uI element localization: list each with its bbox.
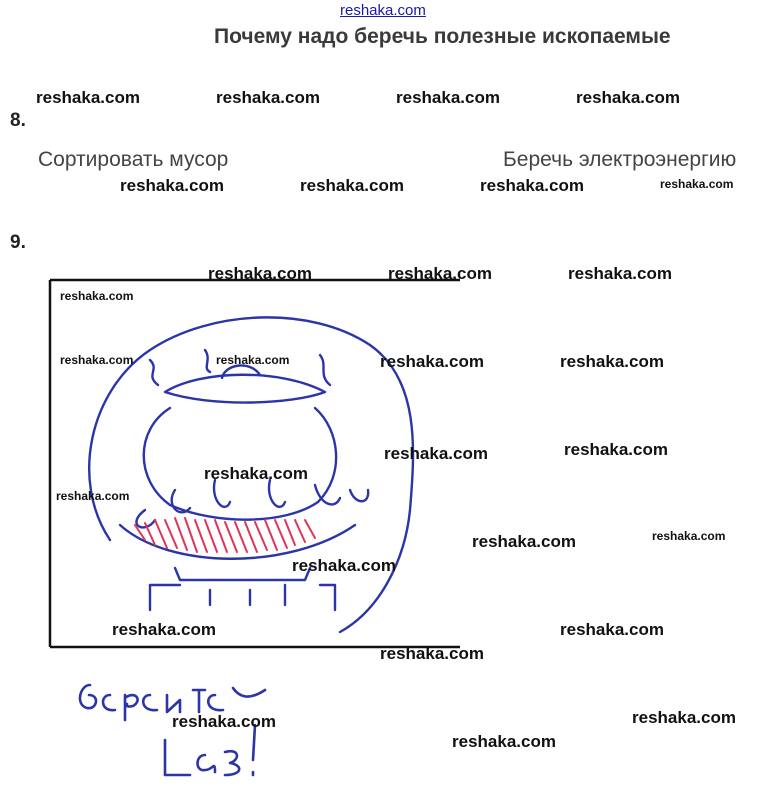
watermark: reshaka.com xyxy=(172,712,276,731)
watermark: reshaka.com xyxy=(568,264,672,283)
watermark: reshaka.com xyxy=(216,353,290,367)
watermark: reshaka.com xyxy=(60,353,134,367)
answer-sort-trash: Сортировать мусор xyxy=(38,148,229,171)
task-number-8: 8. xyxy=(10,110,26,131)
watermark: reshaka.com xyxy=(292,556,396,575)
task-number-9: 9. xyxy=(10,232,26,253)
watermark: reshaka.com xyxy=(216,88,320,107)
watermark: reshaka.com xyxy=(652,529,726,543)
watermark: reshaka.com xyxy=(480,176,584,195)
watermark: reshaka.com xyxy=(300,176,404,195)
watermark: reshaka.com xyxy=(560,620,664,639)
watermark: reshaka.com xyxy=(380,644,484,663)
page-title: Почему надо беречь полезные ископаемые xyxy=(214,25,671,48)
watermark: reshaka.com xyxy=(396,88,500,107)
watermark: reshaka.com xyxy=(380,352,484,371)
watermark: reshaka.com xyxy=(560,352,664,371)
watermark: reshaka.com xyxy=(36,88,140,107)
watermark: reshaka.com xyxy=(472,532,576,551)
watermark: reshaka.com xyxy=(120,176,224,195)
watermark: reshaka.com xyxy=(56,489,130,503)
watermark: reshaka.com xyxy=(112,620,216,639)
watermark: reshaka.com xyxy=(632,708,736,727)
watermark: reshaka.com xyxy=(204,464,308,483)
site-link[interactable]: reshaka.com xyxy=(340,2,426,19)
watermark: reshaka.com xyxy=(576,88,680,107)
watermark: reshaka.com xyxy=(388,264,492,283)
watermark: reshaka.com xyxy=(384,444,488,463)
answer-save-electricity: Беречь электроэнергию xyxy=(503,148,737,171)
watermark: reshaka.com xyxy=(60,289,134,303)
watermark: reshaka.com xyxy=(660,177,734,191)
watermark: reshaka.com xyxy=(564,440,668,459)
watermark: reshaka.com xyxy=(452,732,556,751)
watermark: reshaka.com xyxy=(208,264,312,283)
